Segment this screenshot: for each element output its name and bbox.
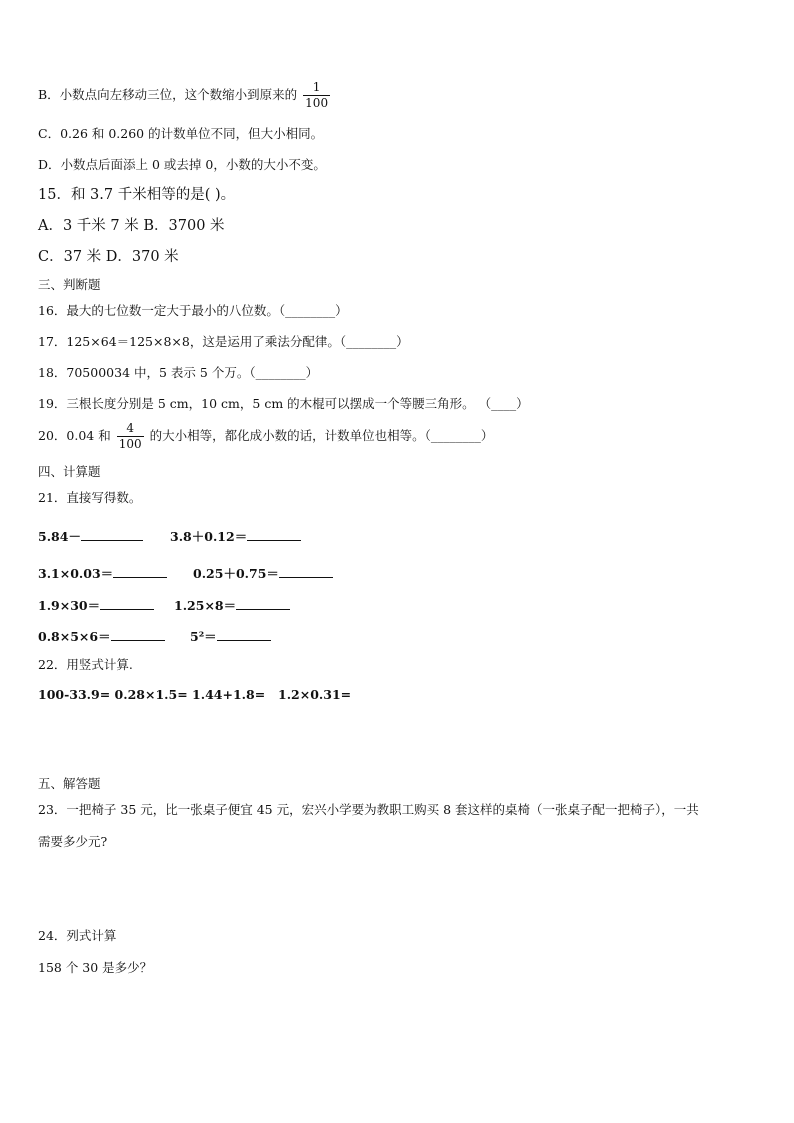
fraction-numerator: 1 [303,80,330,96]
calc-item [38,564,167,582]
fraction-denominator: 100 [118,437,142,451]
answer-blank[interactable] [236,597,290,610]
calc-expression: 1.9×30＝ [38,598,101,613]
answer-blank[interactable] [217,628,271,641]
q20-suffix: 的大小相等，都化成小数的话，计数单位也相等。（________） [149,428,494,443]
calc-item [170,527,301,545]
calc-expression: 0.8×5×6＝ [38,629,111,644]
section-heading-calculation: 四、计算题 [38,464,101,479]
calc-item [38,627,165,645]
q17: 17．125×64＝125×8×8，这是运用了乘法分配律。（________） [38,334,409,349]
calc-expression: 3.1×0.03＝ [38,566,114,581]
answer-blank[interactable] [279,565,333,578]
calc-expression: 1.25×8＝ [174,598,237,613]
calc-item [174,596,290,614]
q22-expressions: 100-33.9= 0.28×1.5= 1.44+1.8= [38,687,266,702]
q15-options-cd: C．37 米 D．370 米 [38,249,179,265]
calc-item [190,627,271,645]
q15-options-ab: A．3 千米 7 米 B．3700 米 [38,218,225,234]
q20-prefix: 20．0.04 和 [38,428,111,443]
calc-item [38,596,154,614]
q23-line-2: 需要多少元? [38,834,108,849]
calc-item [193,564,333,582]
q23-line-1: 23．一把椅子 35 元，比一张桌子便宜 45 元，宏兴小学要为教职工购买 8 套这样的桌椅（一张桌子配一把椅子），一共 [38,802,699,817]
calc-expression: 5²＝ [190,629,217,644]
q18: 18．70500034 中，5 表示 5 个万。（________） [38,365,319,380]
answer-blank[interactable] [111,628,165,641]
calc-expression: 5.84－ [38,529,81,544]
q24-text: 158 个 30 是多少？ [38,960,153,975]
q16: 16．最大的七位数一定大于最小的八位数。（________） [38,303,348,318]
calc-item [38,527,143,545]
q14-option-d: D．小数点后面添上 0 或去掉 0，小数的大小不变。 [38,157,326,172]
q14-option-b-text: B．小数点向左移动三位，这个数缩小到原来的 [38,87,298,102]
answer-blank[interactable] [100,597,154,610]
section-heading-word-problems: 五、解答题 [38,776,101,791]
calc-expression: 0.25＋0.75＝ [193,566,279,581]
section-heading-true-false: 三、判断题 [38,277,101,292]
q20 [38,421,493,452]
answer-blank[interactable] [113,565,167,578]
q14-option-b [38,80,332,111]
q24-stem: 24．列式计算 [38,928,117,943]
fraction [117,421,144,452]
q14-option-c: C．0.26 和 0.260 的计数单位不同，但大小相同。 [38,126,324,141]
q19: 19．三根长度分别是 5 cm，10 cm，5 cm 的木棍可以摆成一个等腰三角形。 （____） [38,396,529,411]
fraction-numerator: 4 [117,421,144,437]
fraction [303,80,330,111]
answer-blank[interactable] [81,528,143,541]
q15-stem: 15．和 3.7 千米相等的是( )。 [38,187,236,203]
answer-blank[interactable] [247,528,301,541]
q22-stem: 22．用竖式计算. [38,657,133,672]
fraction-denominator: 100 [305,96,329,110]
q21-stem: 21．直接写得数。 [38,490,142,505]
calc-expression: 3.8＋0.12＝ [170,529,248,544]
q22-last-expression: 1.2×0.31= [278,687,352,702]
